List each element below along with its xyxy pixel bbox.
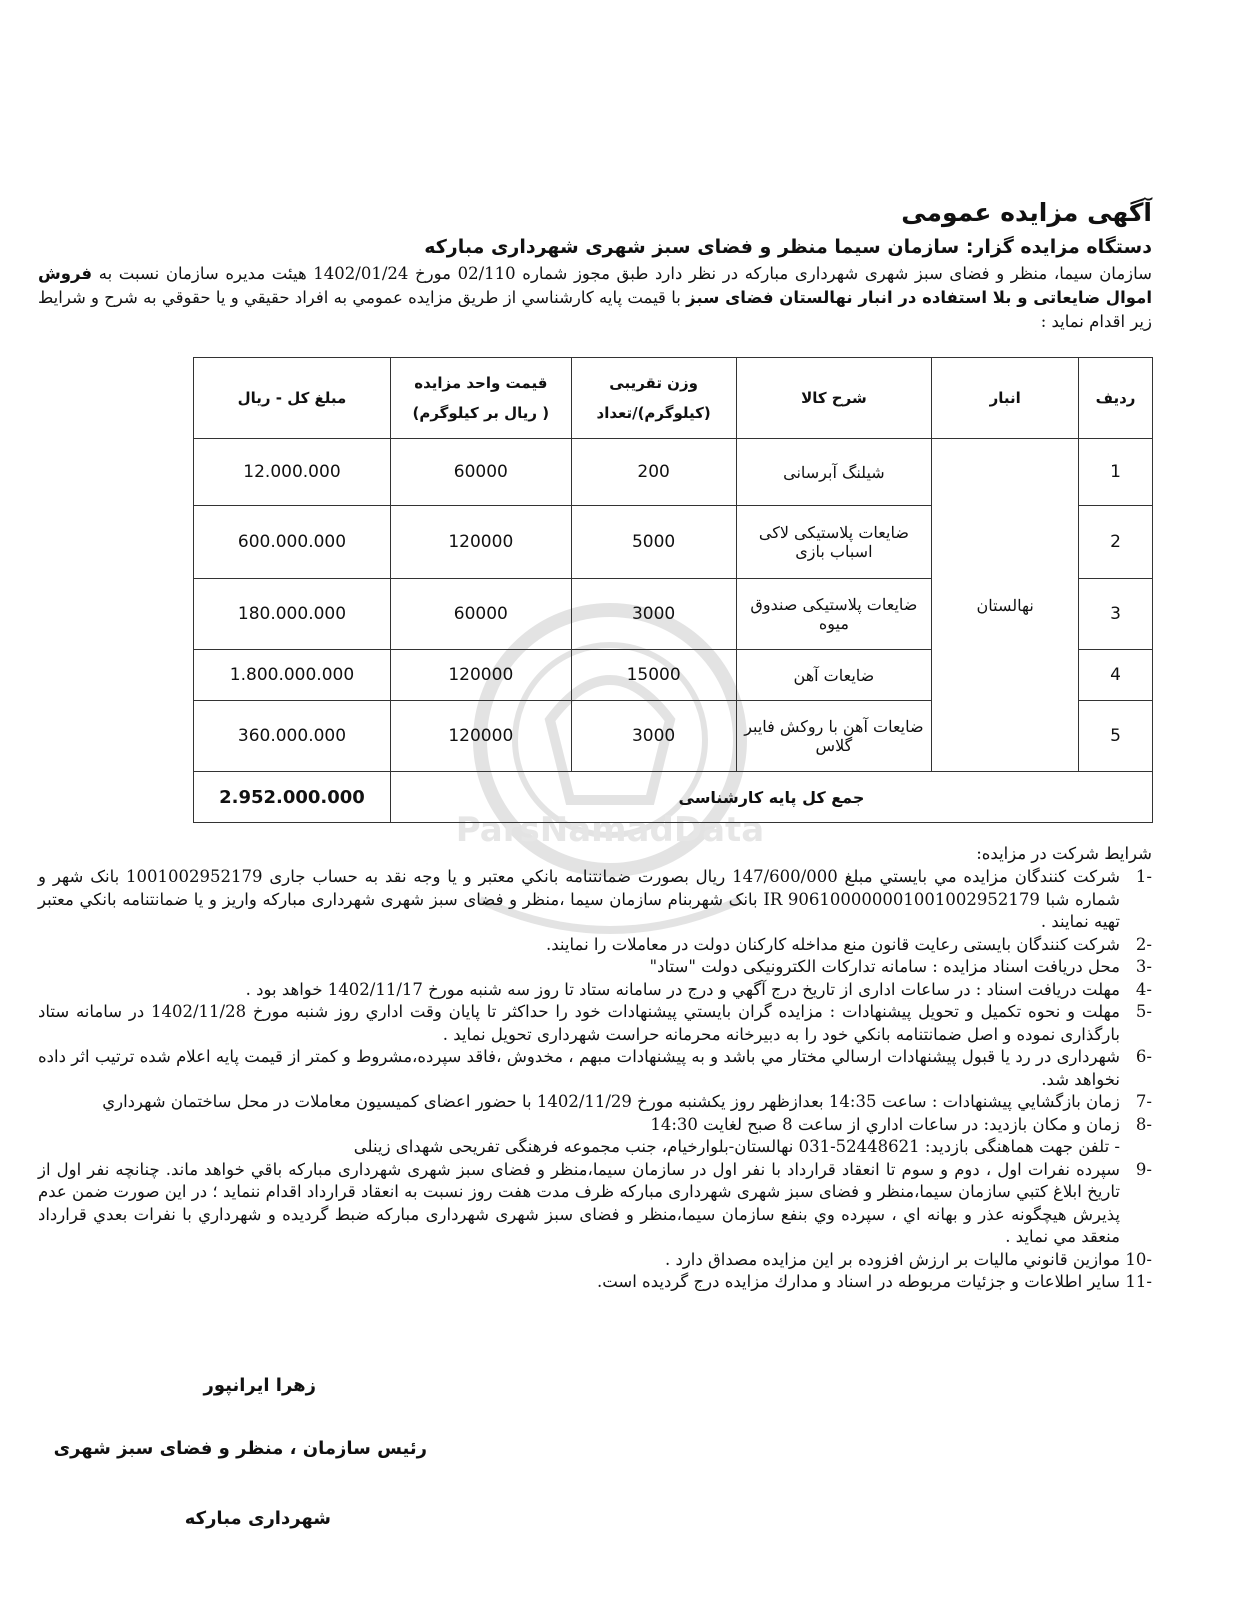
header-unit-price-line1: قیمت واحد مزایده — [414, 374, 548, 393]
total-value: 2.952.000.000 — [194, 772, 391, 823]
condition-item — [38, 956, 1152, 979]
cell-unit-price: 60000 — [390, 579, 571, 650]
header-weight-line1: وزن تقریبی — [609, 374, 698, 393]
cell-row-no: 3 — [1079, 579, 1153, 650]
page-subtitle: دستگاه مزایده گزار: سازمان سیما منظر و فضای سبز شهری شهرداری مبارکه — [424, 236, 1152, 258]
header-weight — [571, 358, 736, 439]
page-title: آگهی مزایده عمومی — [901, 198, 1152, 227]
condition-text: شرکت کنندگان مزایده مي بايستي مبلغ 147/600/000 ریال بصورت ضمانتنامه بانکي معتبر و يا وجه نقد به حساب جاری 1001002952179 بانک شهر و شماره شبا IR 906100000001001002952179 بانک شهربنام سازمان سیما ،منظر و فضای سبز شهری شهرداری مبارکه واریز و يا ضمانتنامه بانکي معتبر تهيه نمايند . — [38, 867, 1121, 931]
cell-total: 1.800.000.000 — [194, 650, 391, 701]
cell-weight: 3000 — [571, 579, 736, 650]
condition-item — [38, 1271, 1152, 1294]
cell-unit-price: 120000 — [390, 701, 571, 772]
header-total: مبلغ کل - ریال — [194, 358, 391, 439]
condition-number: -5 — [1135, 1002, 1152, 1021]
condition-number: -3 — [1135, 957, 1152, 976]
condition-item — [38, 979, 1152, 1002]
cell-total: 12.000.000 — [194, 439, 391, 506]
cell-unit-price: 60000 — [390, 439, 571, 506]
cell-total: 360.000.000 — [194, 701, 391, 772]
watermark-text: ParsNamadData — [455, 810, 765, 850]
cell-total: 600.000.000 — [194, 506, 391, 579]
cell-row-no: 2 — [1079, 506, 1153, 579]
condition-number: -2 — [1135, 934, 1152, 954]
condition-number: -1 — [1135, 867, 1152, 886]
table-row — [194, 439, 1153, 506]
header-row-no: ردیف — [1079, 358, 1153, 439]
cell-warehouse: نهالستان — [932, 439, 1079, 772]
header-description: شرح کالا — [736, 358, 932, 439]
cell-unit-price: 120000 — [390, 650, 571, 701]
items-table — [193, 357, 1153, 823]
header-warehouse: انبار — [932, 358, 1079, 439]
condition-item — [38, 1114, 1152, 1137]
cell-weight: 15000 — [571, 650, 736, 701]
intro-text-1: سازمان سیما، منظر و فضای سبز شهری شهرداری مبارکه در نظر دارد طبق مجوز شماره 02/110 مورخ 1402/01/24 هیئت مدیره سازمان نسبت به — [92, 264, 1152, 283]
conditions-title: شرایط شرکت در مزایده: — [976, 844, 1152, 863]
condition-text: شهرداری در رد يا قبول پيشنهادات ارسالي مختار مي باشد و به پيشنهادات مبهم ، مخدوش ،فاقد سپرده،مشروط و کمتر از قيمت پايه اعلام شده ترتيب اثر داده نخواهد شد. — [38, 1047, 1120, 1089]
condition-item — [38, 1046, 1152, 1091]
condition-text: محل دریافت اسناد مزایده : سامانه تدارکات الکترونیکی دولت "ستاد" — [649, 957, 1120, 976]
condition-text: شرکت کنندگان بایستی رعایت قانون منع مداخله کارکنان دولت در معاملات را نمایند. — [546, 934, 1120, 954]
condition-number: -4 — [1135, 979, 1152, 999]
signatory-position: رئیس سازمان ، منظر و فضای سبز شهری — [53, 1438, 427, 1459]
condition-number: -9 — [1135, 1159, 1152, 1179]
conditions-list — [38, 866, 1152, 1294]
intro-bold-text: فروش اموال ضایعاتی و بلا استفاده در انبار نهالستان فضای سبز — [38, 264, 1152, 307]
signatory-organization: شهرداری مبارکه — [184, 1508, 331, 1529]
cell-total: 180.000.000 — [194, 579, 391, 650]
condition-item — [38, 1136, 1152, 1159]
cell-row-no: 5 — [1079, 701, 1153, 772]
condition-item — [38, 934, 1152, 957]
condition-number: -6 — [1135, 1047, 1152, 1066]
condition-number: -11 — [1125, 1272, 1152, 1291]
cell-description: شیلنگ آبرسانی — [736, 439, 932, 506]
condition-item — [38, 866, 1152, 934]
condition-number: -7 — [1135, 1092, 1152, 1111]
cell-weight: 3000 — [571, 701, 736, 772]
condition-text: موازين قانوني ماليات بر ارزش افزوده بر اين مزايده مصداق دارد . — [664, 1249, 1120, 1269]
condition-item — [38, 1091, 1152, 1114]
table-header-row — [194, 358, 1153, 439]
intro-paragraph — [38, 262, 1152, 334]
cell-unit-price: 120000 — [390, 506, 571, 579]
condition-number: -8 — [1135, 1114, 1152, 1134]
cell-weight: 5000 — [571, 506, 736, 579]
condition-item — [38, 1001, 1152, 1046]
cell-weight: 200 — [571, 439, 736, 506]
condition-item — [38, 1249, 1152, 1272]
header-weight-line2: (کیلوگرم)/تعداد — [596, 404, 711, 423]
cell-description: ضایعات آهن با روکش فایبر گلاس — [736, 701, 932, 772]
condition-text: مهلت دریافت اسناد : در ساعات اداری از تاریخ درج آگهي و درج در سامانه ستاد تا روز سه شنبه مورخ 1402/11/17 خواهد بود . — [245, 979, 1120, 999]
condition-text: مهلت و نحوه تکمیل و تحویل پیشنهادات : مزایده گران بایستي پیشنهادات خود را حداکثر تا پایان وقت اداري روز شنبه مورخ 1402/11/28 در سامانه ستاد بارگذاری نموده و اصل ضمانتنامه بانکي خود را به دبيرخانه محرمانه حراست شهرداری تحويل نمايد . — [38, 1002, 1120, 1044]
cell-description: ضایعات پلاستیکی لاکی اسباب بازی — [736, 506, 932, 579]
condition-number: -10 — [1125, 1249, 1152, 1269]
condition-text: زمان بازگشايي پيشنهادات : ساعت 14:35 بعدازظهر روز يکشنبه مورخ 1402/11/29 با حضور اعضای کمیسیون معاملات در محل ساختمان شهرداري — [102, 1092, 1120, 1111]
condition-text: زمان و مکان بازدید: در ساعات اداري از ساعت 8 صبح لغایت 14:30 — [650, 1114, 1120, 1134]
total-label: جمع کل پایه کارشناسی — [390, 772, 1152, 823]
condition-text: سپرده نفرات اول ، دوم و سوم تا انعقاد قرارداد با نفر اول در سازمان سیما،منظر و فضای سبز شهری شهرداری مبارکه باقي خواهد ماند. چنانچه نفر اول از تاريخ ابلاغ کتبي سازمان سیما،منظر و فضای سبز شهری شهرداری مبارکه ظرف مدت هفت روز نسبت به انعقاد قرارداد اقدام ننمايد ؛ در اين صورت ضمن عدم پذيرش هيچگونه عذر و بهانه اي ، سپرده وي بنفع سازمان سیما،منظر و فضای سبز شهری شهرداری مبارکه ضبط گرديده و شهرداري با نفرات بعدي قرارداد منعقد مي نمايد . — [38, 1159, 1120, 1246]
cell-row-no: 1 — [1079, 439, 1153, 506]
cell-description: ضایعات پلاستیکی صندوق میوه — [736, 579, 932, 650]
condition-text: ساير اطلاعات و جزئيات مربوطه در اسناد و مدارك مزايده درج گرديده است. — [596, 1272, 1120, 1291]
condition-item — [38, 1159, 1152, 1249]
cell-row-no: 4 — [1079, 650, 1153, 701]
signatory-name: زهرا ایرانپور — [203, 1375, 316, 1396]
table-total-row — [194, 772, 1153, 823]
intro-text-2: با قیمت پایه کارشناسي از طريق مزایده عمومي به افراد حقيقي و يا حقوقي به شرح و شرایط زیر اقدام نماید : — [38, 288, 1152, 331]
cell-description: ضایعات آهن — [736, 650, 932, 701]
condition-text: - تلفن جهت هماهنگی بازدید: 52448621-031 نهالستان-بلوارخیام، جنب مجموعه فرهنگی تفریحی شهدای زینلی — [353, 1137, 1120, 1156]
header-unit-price — [390, 358, 571, 439]
header-unit-price-line2: ( ریال بر کیلوگرم) — [412, 404, 550, 423]
